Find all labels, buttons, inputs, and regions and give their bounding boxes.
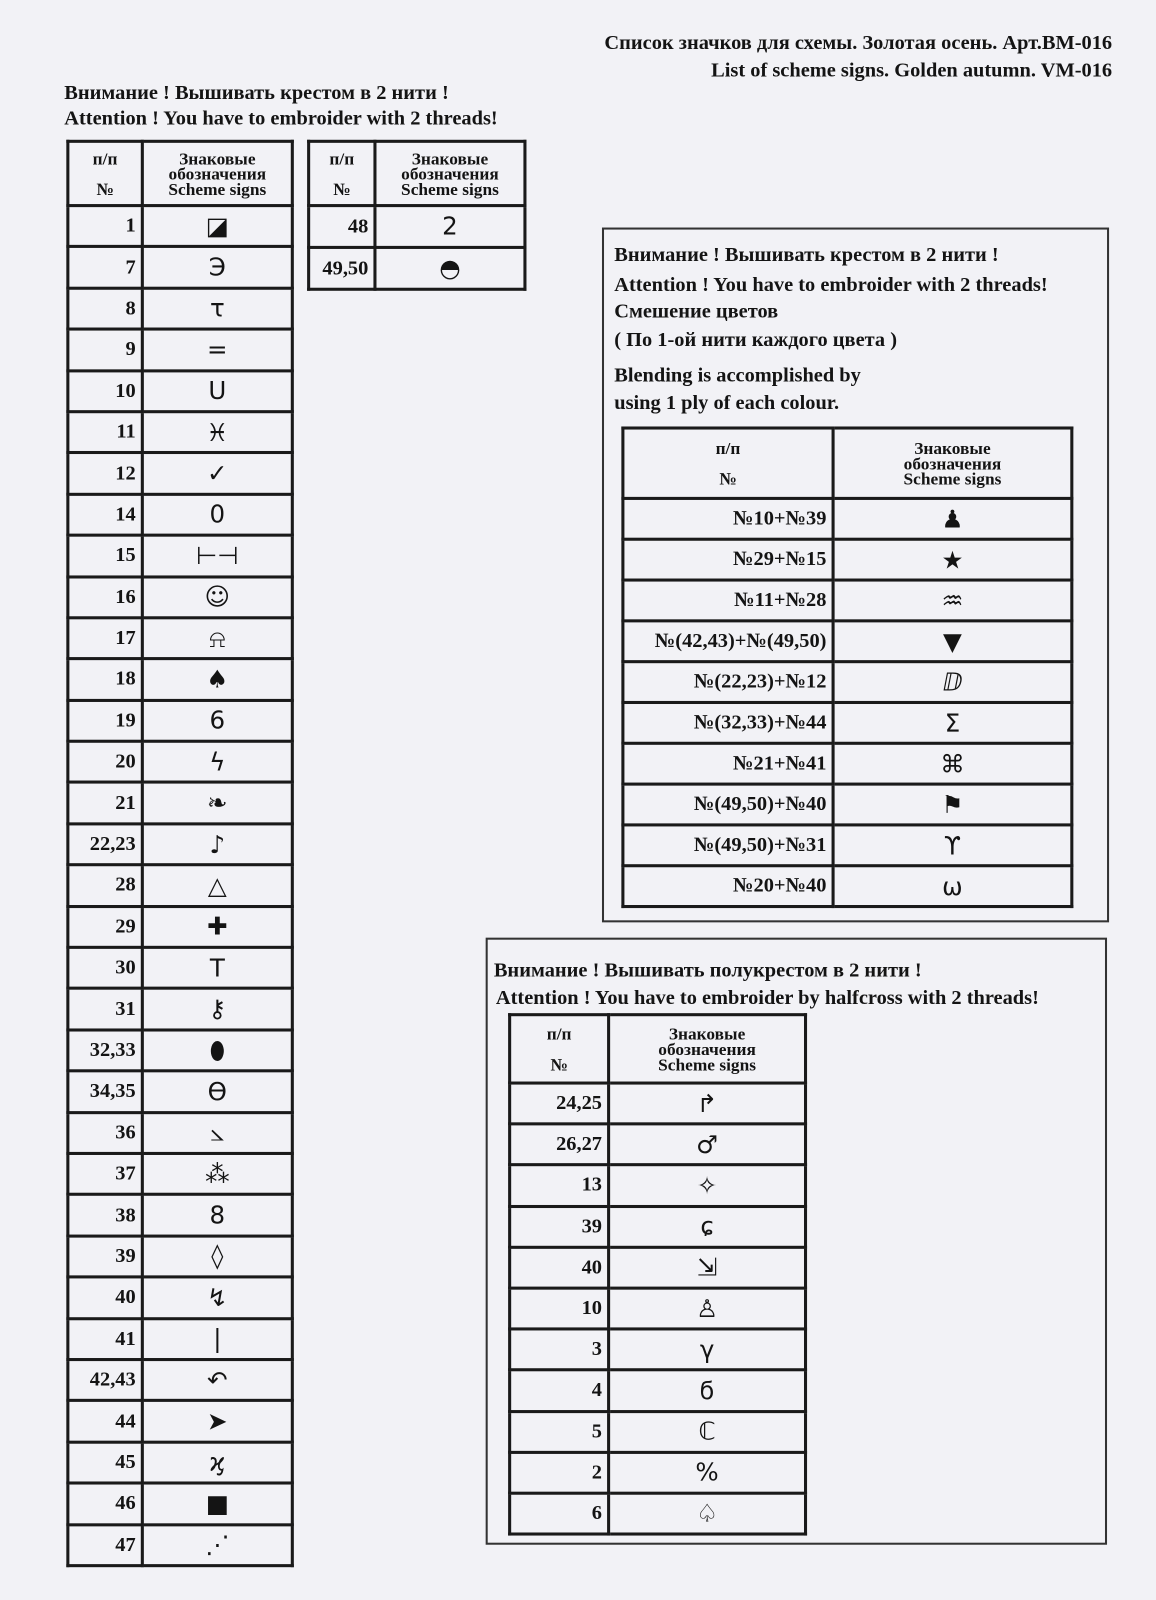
sima-icon: ϭ xyxy=(609,1370,806,1411)
row-number: №10+№39 xyxy=(623,498,833,539)
star-icon: ★ xyxy=(833,539,1072,580)
table-row xyxy=(309,247,525,289)
title-ru: Список значков для схемы. Золотая осень. Арт.ВМ-016 xyxy=(604,31,1113,55)
row-number: 49,50 xyxy=(309,247,375,289)
table-row xyxy=(68,618,292,659)
row-number: 4 xyxy=(510,1370,609,1411)
i-beam-icon: ⊢⊣ xyxy=(142,535,292,576)
row-number: 20 xyxy=(68,741,142,782)
main-signs-table xyxy=(66,140,294,1567)
table-row xyxy=(309,206,525,248)
blend-note-5: Blending is accomplished by xyxy=(614,364,861,387)
table-row xyxy=(510,1493,806,1534)
table-row xyxy=(68,494,292,535)
row-number: 24,25 xyxy=(510,1083,609,1124)
row-number: 10 xyxy=(68,370,142,411)
table-row xyxy=(68,1359,292,1400)
halfcross-table xyxy=(508,1013,807,1535)
table-row xyxy=(68,247,292,288)
table-row xyxy=(68,865,292,906)
blending-box xyxy=(602,228,1109,923)
col-header-number: п/п № xyxy=(68,141,142,205)
spade-outline-icon: ♤ xyxy=(609,1493,806,1534)
table-row xyxy=(510,1411,806,1452)
table-row xyxy=(623,702,1072,743)
attention-ru: Внимание ! Вышивать крестом в 2 нити ! xyxy=(64,81,449,105)
table-row xyxy=(68,453,292,494)
row-number: 36 xyxy=(68,1112,142,1153)
row-number: 9 xyxy=(68,329,142,370)
row-number: 46 xyxy=(68,1483,142,1524)
row-number: №(49,50)+№31 xyxy=(623,825,833,866)
row-number: 21 xyxy=(68,783,142,824)
row-number: 17 xyxy=(68,618,142,659)
table-row xyxy=(510,1288,806,1329)
table-row xyxy=(623,743,1072,784)
half-circle-icon: ◓ xyxy=(375,247,525,289)
arrowhead-icon: ➤ xyxy=(142,1401,292,1442)
table-row xyxy=(510,1247,806,1288)
row-number: 48 xyxy=(309,206,375,248)
dots-icon: ⋰ xyxy=(142,1524,292,1565)
row-number: №21+№41 xyxy=(623,743,833,784)
row-number: 6 xyxy=(510,1493,609,1534)
table-row xyxy=(510,1083,806,1124)
col-header-number: п/п № xyxy=(309,141,375,205)
halfcross-note-2: Attention ! You have to embroider by halfcross with 2 threads! xyxy=(495,986,1039,1010)
table-row xyxy=(510,1124,806,1165)
table-row xyxy=(68,947,292,988)
row-number: №(22,23)+№12 xyxy=(623,662,833,703)
col-header-signs: Знаковые обозначения Scheme signs xyxy=(833,428,1072,498)
table-row xyxy=(68,1236,292,1277)
row-number: 34,35 xyxy=(68,1071,142,1112)
table-row xyxy=(623,621,1072,662)
pisces-icon: ♓ xyxy=(142,412,292,453)
table-row xyxy=(510,1452,806,1493)
male-icon: ♂ xyxy=(609,1124,806,1165)
row-number: 32,33 xyxy=(68,1030,142,1071)
row-number: №(42,43)+№(49,50) xyxy=(623,621,833,662)
table-row xyxy=(623,784,1072,825)
row-number: №29+№15 xyxy=(623,539,833,580)
table-row xyxy=(623,825,1072,866)
waves-icon: ♒ xyxy=(833,580,1072,621)
zigzag-icon: ↯ xyxy=(142,1277,292,1318)
table-row xyxy=(68,741,292,782)
table-row xyxy=(623,866,1072,907)
vertical-bar-icon: | xyxy=(142,1318,292,1359)
row-number: 11 xyxy=(68,412,142,453)
key-icon: ⚷ xyxy=(142,989,292,1030)
row-number: 14 xyxy=(68,494,142,535)
row-number: 2 xyxy=(510,1452,609,1493)
four-point-star-icon: ✧ xyxy=(609,1165,806,1206)
row-number: 15 xyxy=(68,535,142,576)
table-row xyxy=(68,1277,292,1318)
blend-note-1: Внимание ! Вышивать крестом в 2 нити ! xyxy=(614,243,999,267)
u-icon: U xyxy=(142,370,292,411)
table-row xyxy=(68,1195,292,1236)
row-number: 47 xyxy=(68,1524,142,1565)
row-number: 18 xyxy=(68,659,142,700)
table-row xyxy=(68,989,292,1030)
sigma-icon: Σ xyxy=(833,702,1072,743)
curl-icon: ɕ xyxy=(609,1206,806,1247)
table-row xyxy=(68,1071,292,1112)
table-row xyxy=(623,662,1072,703)
col-header-number: п/п № xyxy=(510,1015,609,1083)
row-number: 5 xyxy=(510,1411,609,1452)
drop-icon: ⬮ xyxy=(142,1030,292,1071)
row-number: 30 xyxy=(68,947,142,988)
table-row xyxy=(68,1112,292,1153)
double-c-icon: ℂ xyxy=(609,1411,806,1452)
spade-icon: ♠ xyxy=(142,659,292,700)
oval-icon: 0 xyxy=(142,494,292,535)
extra-signs-table xyxy=(307,140,526,291)
row-number: 29 xyxy=(68,906,142,947)
script-d-icon: ⅅ xyxy=(833,662,1072,703)
row-number: 1 xyxy=(68,206,142,247)
angle-icon: ⦣ xyxy=(142,1112,292,1153)
col-header-signs: Знаковые обозначения Scheme signs xyxy=(142,141,292,205)
blending-table xyxy=(621,426,1073,908)
table-row xyxy=(68,329,292,370)
table-row xyxy=(510,1206,806,1247)
row-number: 44 xyxy=(68,1401,142,1442)
six-icon: 6 xyxy=(142,700,292,741)
music-note-icon: ♪ xyxy=(142,824,292,865)
u-turn-arrow-icon: ↶ xyxy=(142,1359,292,1400)
smiley-icon: ☺ xyxy=(142,576,292,617)
table-row xyxy=(68,412,292,453)
equals-icon: = xyxy=(142,329,292,370)
row-number: 19 xyxy=(68,700,142,741)
row-number: №(49,50)+№40 xyxy=(623,784,833,825)
table-row xyxy=(68,1153,292,1194)
row-number: 12 xyxy=(68,453,142,494)
filled-square-icon: ■ xyxy=(142,1483,292,1524)
blend-note-6: using 1 ply of each colour. xyxy=(614,391,840,415)
tau-icon: τ xyxy=(142,288,292,329)
table-row xyxy=(68,906,292,947)
table-row xyxy=(68,1030,292,1071)
row-number: 38 xyxy=(68,1195,142,1236)
row-number: 16 xyxy=(68,576,142,617)
two-icon: 2 xyxy=(375,206,525,248)
gamma-icon: γ xyxy=(609,1329,806,1370)
table-row xyxy=(623,498,1072,539)
row-number: 37 xyxy=(68,1153,142,1194)
col-header-number: п/п № xyxy=(623,428,833,498)
title-en: List of scheme signs. Golden autumn. VM-016 xyxy=(711,59,1113,82)
row-number: 39 xyxy=(68,1236,142,1277)
table-row xyxy=(68,206,292,247)
table-row xyxy=(68,535,292,576)
row-number: 7 xyxy=(68,247,142,288)
arrow-down-right-icon: ⇲ xyxy=(609,1247,806,1288)
row-number: 39 xyxy=(510,1206,609,1247)
row-number: 40 xyxy=(510,1247,609,1288)
table-row xyxy=(68,1442,292,1483)
blend-note-2: Attention ! You have to embroider with 2 threads! xyxy=(614,273,1048,296)
flag-icon: ⚑ xyxy=(833,784,1072,825)
percent-icon: % xyxy=(609,1452,806,1493)
table-row xyxy=(68,576,292,617)
corner-arrow-icon: ↱ xyxy=(609,1083,806,1124)
bell-icon: ⍾ xyxy=(142,618,292,659)
theta-icon: ϴ xyxy=(142,1071,292,1112)
leaf-icon: ❧ xyxy=(142,783,292,824)
table-row xyxy=(68,370,292,411)
table-row xyxy=(623,539,1072,580)
row-number: №(32,33)+№44 xyxy=(623,702,833,743)
table-row xyxy=(510,1165,806,1206)
ribbon-icon: ϗ xyxy=(142,1442,292,1483)
row-number: 45 xyxy=(68,1442,142,1483)
row-number: 22,23 xyxy=(68,824,142,865)
omega-icon: ω xyxy=(833,866,1072,907)
halfcross-note-1: Внимание ! Вышивать полукрестом в 2 нити ! xyxy=(493,959,922,982)
table-row xyxy=(68,824,292,865)
asterism-icon: ⁂ xyxy=(142,1153,292,1194)
table-row xyxy=(623,580,1072,621)
row-number: 3 xyxy=(510,1329,609,1370)
table-row xyxy=(68,1483,292,1524)
reversed-e-icon: Э xyxy=(142,247,292,288)
table-row xyxy=(68,1524,292,1565)
half-shield-icon: ◪ xyxy=(142,206,292,247)
row-number: 10 xyxy=(510,1288,609,1329)
row-number: 26,27 xyxy=(510,1124,609,1165)
diamond-outline-icon: ◊ xyxy=(142,1236,292,1277)
down-triangle-icon: ▼ xyxy=(833,621,1072,662)
command-icon: ⌘ xyxy=(833,743,1072,784)
candle-icon: ♙ xyxy=(609,1288,806,1329)
row-number: №11+№28 xyxy=(623,580,833,621)
col-header-signs: Знаковые обозначения Scheme signs xyxy=(609,1015,806,1083)
eight-icon: 8 xyxy=(142,1195,292,1236)
triangle-icon: △ xyxy=(142,865,292,906)
blend-note-3: Смешение цветов xyxy=(614,299,779,323)
table-row xyxy=(510,1329,806,1370)
row-number: 28 xyxy=(68,865,142,906)
row-number: №20+№40 xyxy=(623,866,833,907)
col-header-signs: Знаковые обозначения Scheme signs xyxy=(375,141,525,205)
row-number: 40 xyxy=(68,1277,142,1318)
pawn-icon: ♟ xyxy=(833,498,1072,539)
table-row xyxy=(68,700,292,741)
table-row xyxy=(68,288,292,329)
table-row xyxy=(68,783,292,824)
table-row xyxy=(510,1370,806,1411)
table-row xyxy=(68,659,292,700)
blend-note-4: ( По 1-ой нити каждого цвета ) xyxy=(614,328,898,351)
plus-icon: ✚ xyxy=(142,906,292,947)
row-number: 13 xyxy=(510,1165,609,1206)
row-number: 8 xyxy=(68,288,142,329)
t-icon: T xyxy=(142,947,292,988)
check-icon: ✓ xyxy=(142,453,292,494)
upsilon-icon: ϒ xyxy=(833,825,1072,866)
row-number: 42,43 xyxy=(68,1359,142,1400)
lightning-icon: ϟ xyxy=(142,741,292,782)
row-number: 41 xyxy=(68,1318,142,1359)
row-number: 31 xyxy=(68,989,142,1030)
table-row xyxy=(68,1318,292,1359)
attention-en: Attention ! You have to embroider with 2 threads! xyxy=(64,107,498,130)
halfcross-box xyxy=(486,938,1107,1545)
table-row xyxy=(68,1401,292,1442)
